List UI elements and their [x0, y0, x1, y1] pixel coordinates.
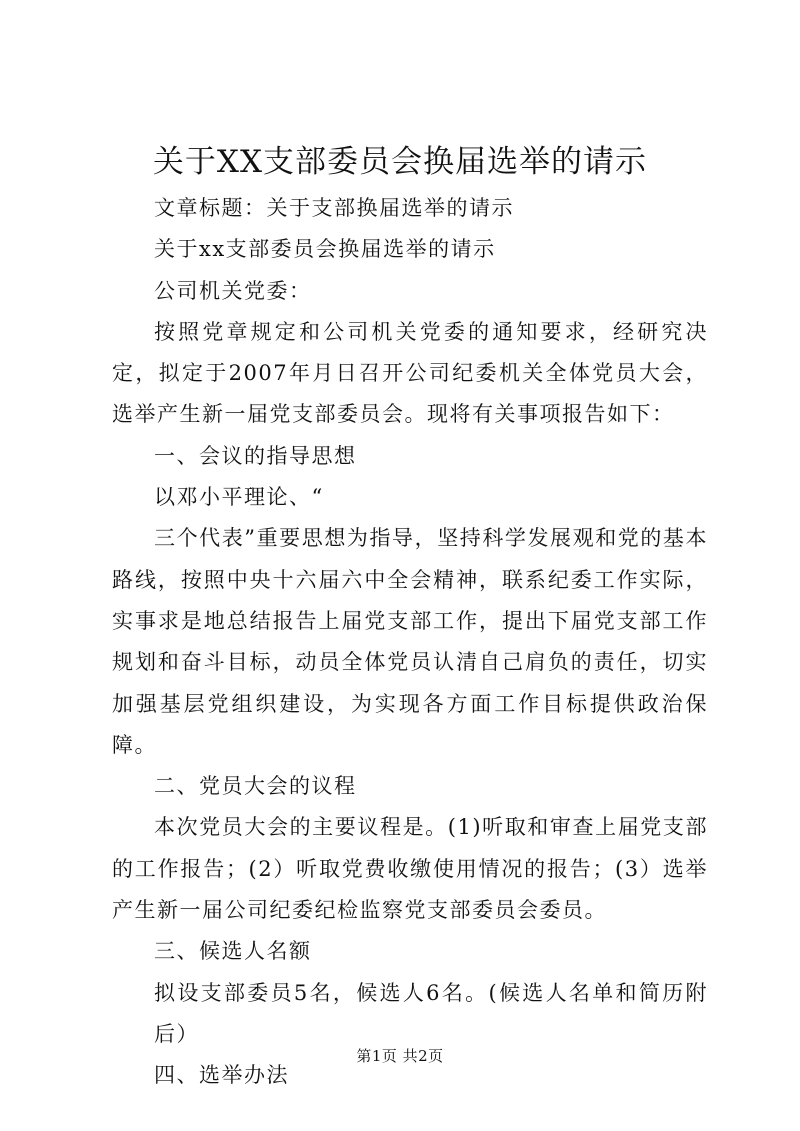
document-body	[112, 188, 708, 1097]
page-footer	[0, 1046, 800, 1066]
section-heading: 三、候选人名额	[154, 939, 312, 964]
paragraph: 以邓小平理论、“	[154, 485, 324, 510]
section-heading: 四、选举办法	[154, 1063, 289, 1088]
paragraph: 按照党章规定和公司机关党委的通知要求，经研究决定，拟定于2007年月日召开公司纪委机关全体党员大会，选举产生新一届党支部委员会。现将有关事项报告如下：	[112, 319, 708, 427]
page-number: 第1页 共2页	[356, 1047, 444, 1065]
paragraph: 三个代表”重要思想为指导，坚持科学发展观和党的基本路线，按照中央十六届六中全会精神，联系纪委工作实际，实事求是地总结报告上届党支部工作，提出下届党支部工作规划和奋斗目标，动员全体党员认清自己肩负的责任，切实加强基层党组织建设，为实现各方面工作目标提供政治保障。	[112, 526, 708, 757]
paragraph: 拟设支部委员5名，候选人6名。(候选人名单和简历附后）	[154, 980, 708, 1046]
document-title: 关于XX支部委员会换届选举的请示	[152, 144, 648, 180]
paragraph: 本次党员大会的主要议程是。(1)听取和审查上届党支部的工作报告；(2）听取党费收缴使用情况的报告；(3）选举产生新一届公司纪委纪检监察党支部委员会委员。	[112, 815, 708, 923]
paragraph: 公司机关党委：	[154, 278, 312, 303]
paragraph: 文章标题：关于支部换届选举的请示	[154, 196, 514, 220]
section-heading: 一、会议的指导思想	[154, 443, 357, 468]
paragraph: 关于xx支部委员会换届选举的请示	[154, 237, 496, 262]
section-heading: 二、党员大会的议程	[154, 774, 357, 799]
